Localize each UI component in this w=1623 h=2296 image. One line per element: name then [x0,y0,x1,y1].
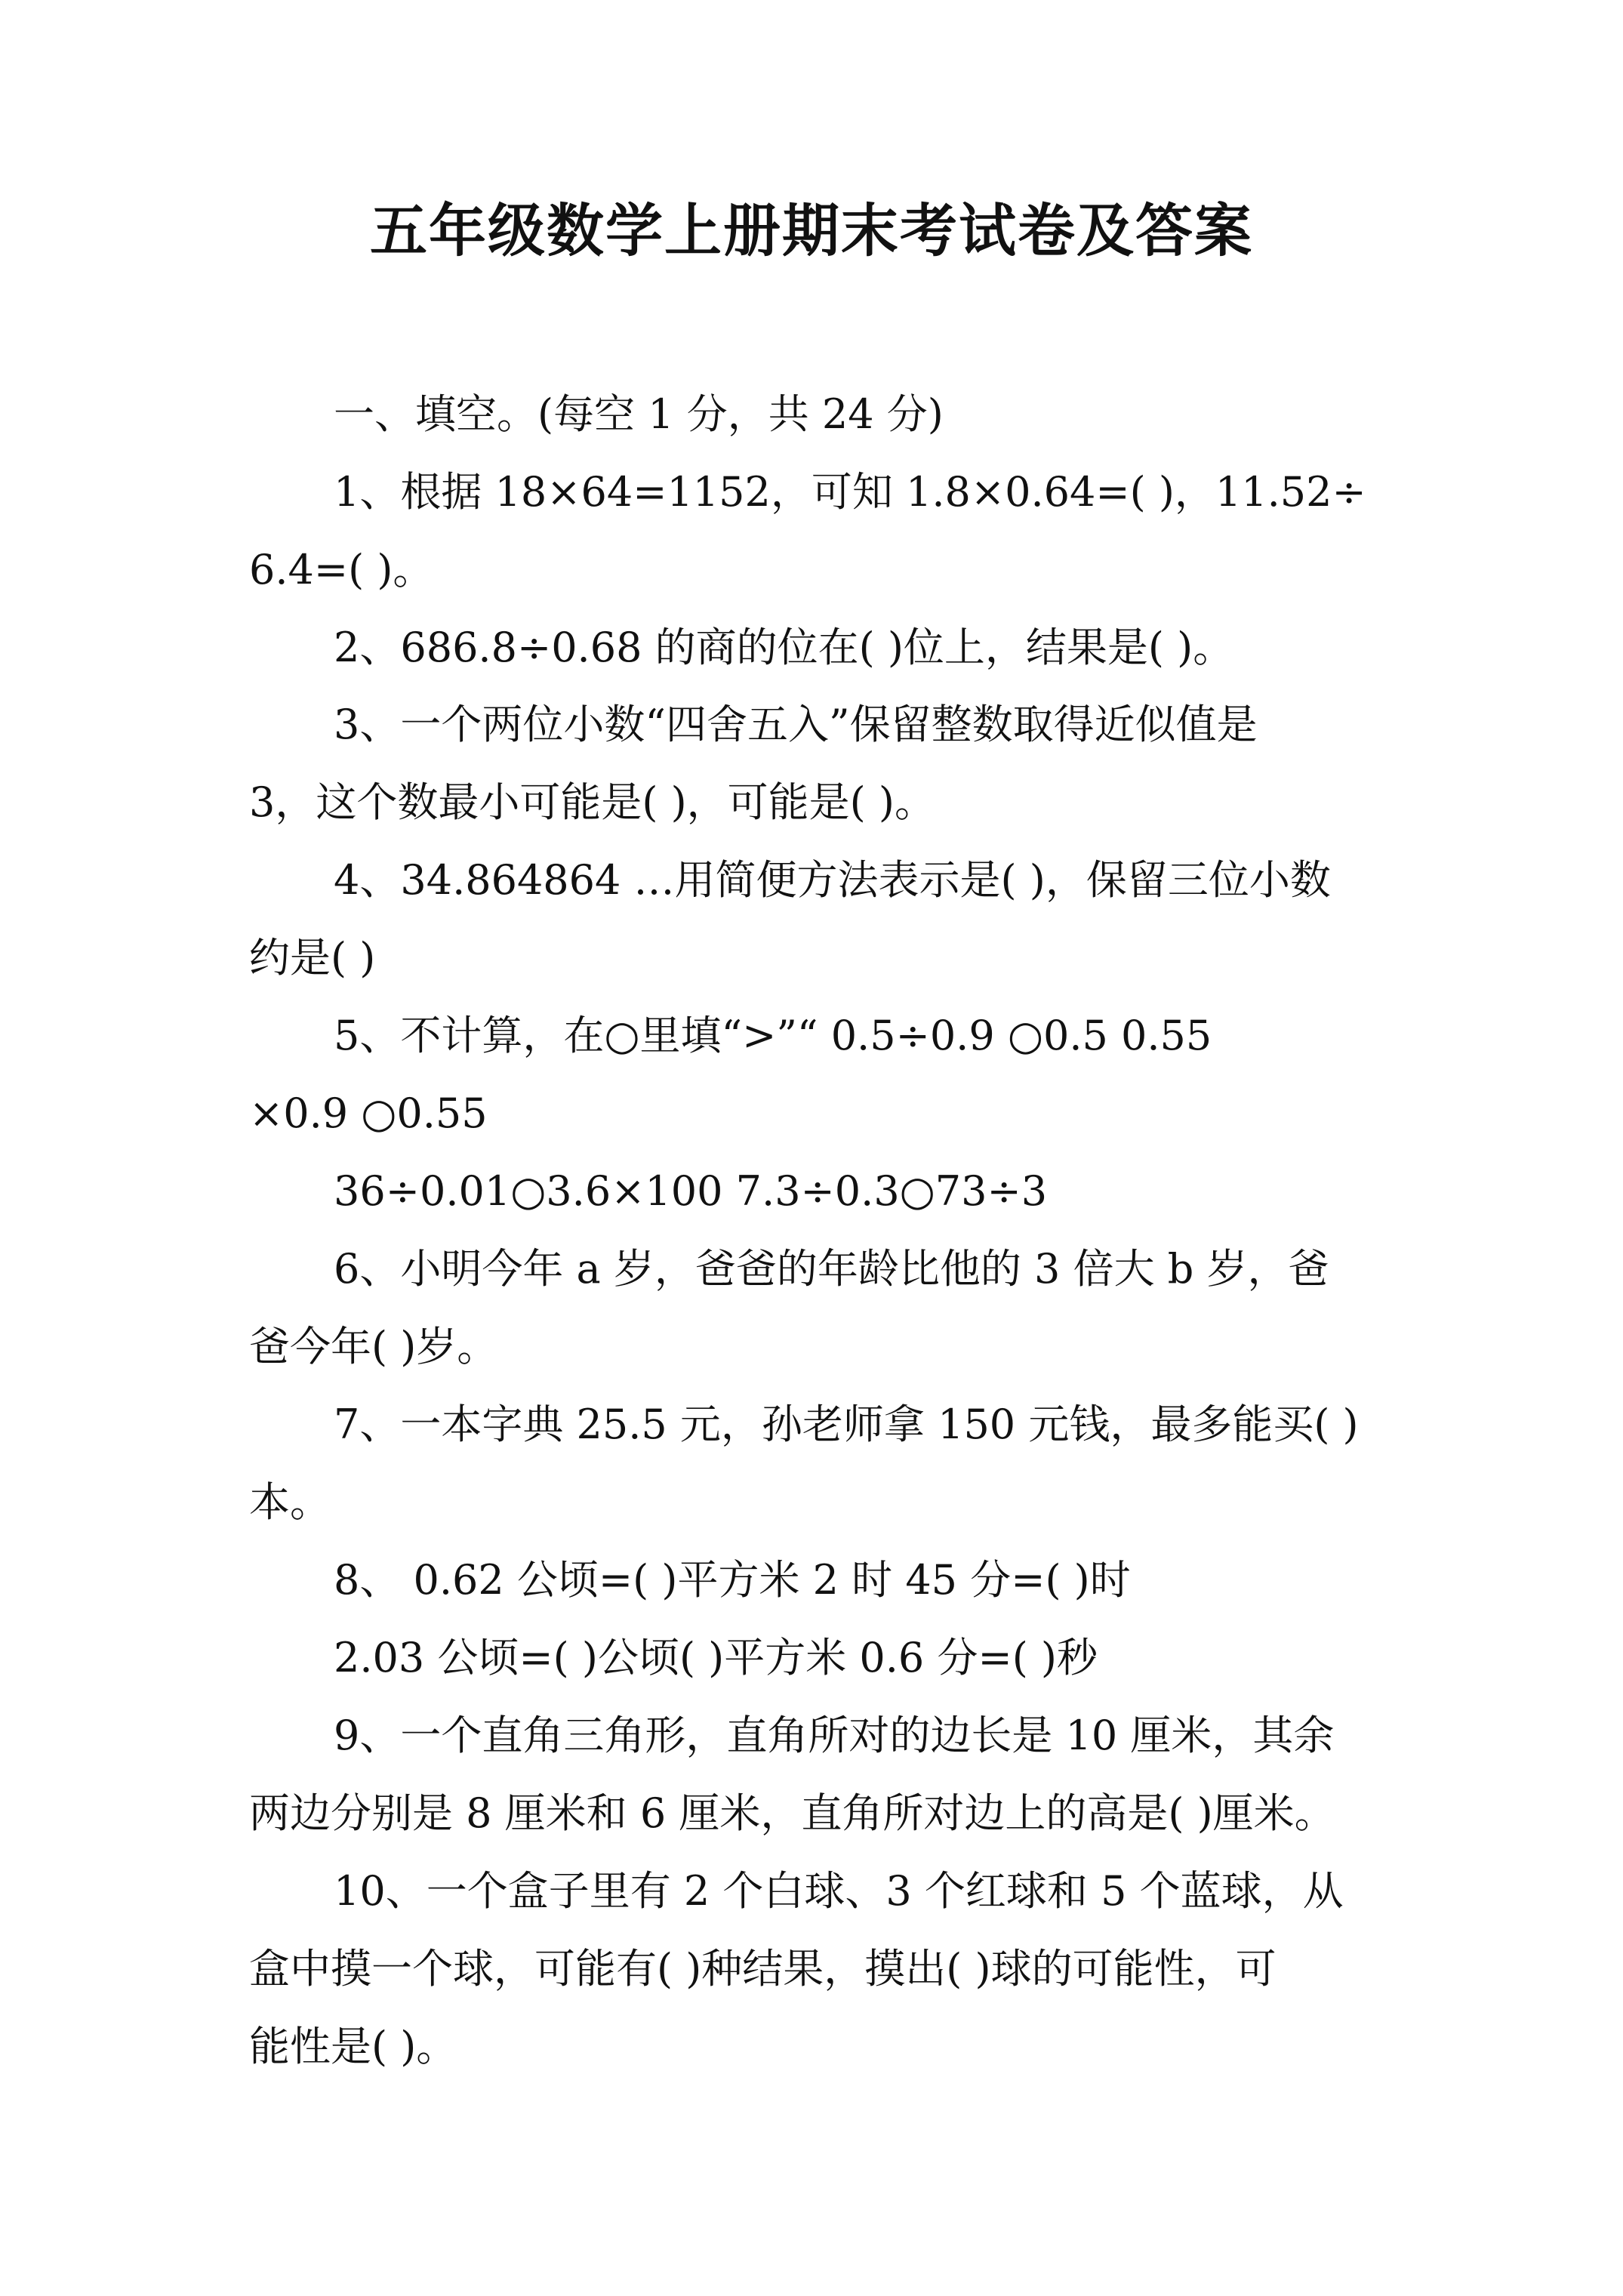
question-4-line-2: 约是( ) [249,934,376,982]
page-title: 五年级数学上册期末考试卷及答案 [370,197,1253,264]
question-4-line-1: 4、34.864864 …用简便方法表示是( )，保留三位小数 [334,856,1331,904]
question-8-line-1: 8、 0.62 公顷=( )平方米 2 时 45 分=( )时 [334,1556,1131,1604]
question-5-line-2: ×0.9 ○0.55 [249,1089,488,1137]
question-9-line-2: 两边分别是 8 厘米和 6 厘米，直角所对边上的高是( )厘米。 [249,1789,1335,1837]
question-5-line-1: 5、不计算，在○里填“>”“ 0.5÷0.9 ○0.5 0.55 [334,1012,1212,1059]
question-10-line-2: 盒中摸一个球，可能有( )种结果，摸出( )球的可能性，可 [249,1945,1277,1992]
section-heading: 一、填空。(每空 1 分，共 24 分) [334,390,944,438]
question-5-line-3: 36÷0.01○3.6×100 7.3÷0.3○73÷3 [334,1167,1048,1215]
question-3-line-2: 3，这个数最小可能是( )，可能是( )。 [249,778,935,826]
question-9-line-1: 9、一个直角三角形，直角所对的边长是 10 厘米，其余 [334,1712,1335,1759]
question-10-line-3: 能性是( )。 [249,2023,457,2070]
question-7-line-2: 本。 [249,1478,331,1526]
question-1-line-1: 1、根据 18×64=1152，可知 1.8×0.64=( )，11.52÷ [334,468,1366,516]
question-6-line-1: 6、小明今年 a 岁，爸爸的年龄比他的 3 倍大 b 岁，爸 [334,1245,1329,1293]
question-7-line-1: 7、一本字典 25.5 元，孙老师拿 150 元钱，最多能买( ) [334,1401,1359,1448]
question-10-line-1: 10、一个盒子里有 2 个白球、3 个红球和 5 个蓝球，从 [334,1867,1344,1915]
question-3-line-1: 3、一个两位小数“四舍五入”保留整数取得近似值是 [334,701,1258,748]
question-1-line-2: 6.4=( )。 [249,546,434,593]
question-8-line-2: 2.03 公顷=( )公顷( )平方米 0.6 分=( )秒 [334,1634,1098,1681]
question-6-line-2: 爸今年( )岁。 [249,1323,498,1370]
question-2: 2、686.8÷0.68 的商的位在( )位上，结果是( )。 [334,624,1234,671]
